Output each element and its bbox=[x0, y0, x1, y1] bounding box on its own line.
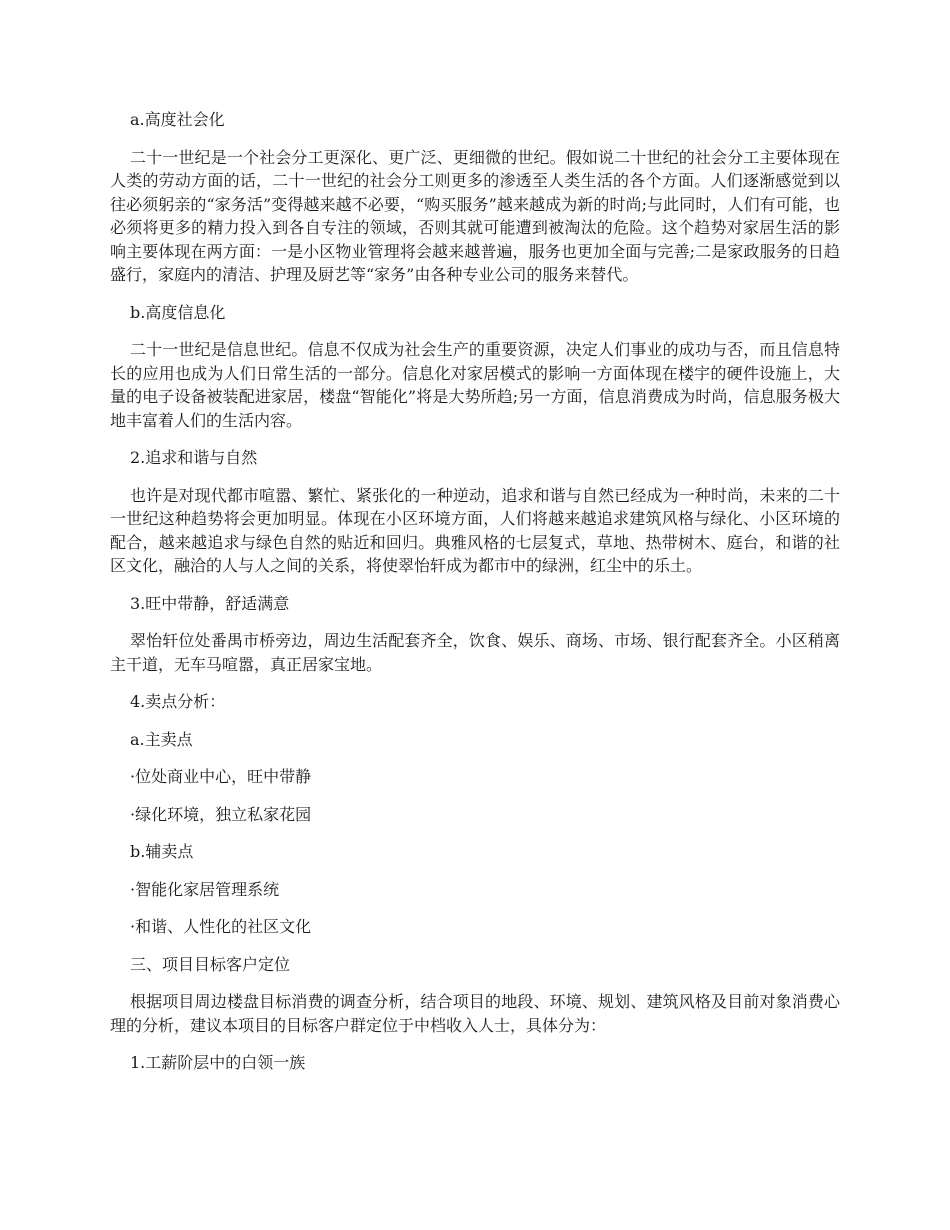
paragraph-informatization: 二十一世纪是信息世纪。信息不仅成为社会生产的重要资源，决定人们事业的成功与否，而且信息特长的应用也成为人们日常生活的一部分。信息化对家居模式的影响一方面体现在楼宇的硬件设施上，大量的电子设备被装配进家居，楼盘“智能化”将是大势所趋;另一方面，信息消费成为时尚，信息服务极大地丰富着人们的生活内容。 bbox=[110, 340, 840, 430]
section-heading-quiet-comfort: 3.旺中带静，舒适满意 bbox=[130, 593, 290, 613]
subheading-main-selling-points: a.主卖点 bbox=[130, 729, 193, 749]
list-item-main-point-2: ·绿化环境，独立私家花园 bbox=[130, 804, 312, 824]
section-heading-high-informatization: b.高度信息化 bbox=[130, 302, 226, 322]
list-item-secondary-point-1: ·智能化家居管理系统 bbox=[130, 879, 280, 899]
paragraph-quiet-comfort: 翠怡轩位处番禺市桥旁边，周边生活配套齐全，饮食、娱乐、商场、市场、银行配套齐全。小区稍离主干道，无车马喧嚣，真正居家宝地。 bbox=[110, 631, 840, 674]
section-heading-selling-points: 4.卖点分析： bbox=[130, 692, 226, 711]
section-heading-harmony-nature: 2.追求和谐与自然 bbox=[130, 448, 258, 467]
section-heading-target-customers: 三、项目目标客户定位 bbox=[130, 954, 291, 974]
subheading-secondary-selling-points: b.辅卖点 bbox=[130, 842, 194, 861]
paragraph-target-customers: 根据项目周边楼盘目标消费的调查分析，结合项目的地段、环境、规划、建筑风格及目前对象消费心理的分析，建议本项目的目标客户群定位于中档收入人士，具体分为： bbox=[110, 992, 840, 1035]
subheading-white-collar: 1.工薪阶层中的白领一族 bbox=[130, 1053, 306, 1072]
paragraph-harmony-nature: 也许是对现代都市喧嚣、繁忙、紧张化的一种逆动，追求和谐与自然已经成为一种时尚，未来的二十一世纪这种趋势将会更加明显。体现在小区环境方面，人们将越来越追求建筑风格与绿化、小区环境的配合，越来越追求与绿色自然的贴近和回归。典雅风格的七层复式，草地、热带树木、庭台，和谐的社区文化，融洽的人与人之间的关系，将使翠怡轩成为都市中的绿洲，红尘中的乐土。 bbox=[110, 485, 840, 575]
section-heading-high-socialization: a.高度社会化 bbox=[130, 110, 225, 129]
list-item-main-point-1: ·位处商业中心，旺中带静 bbox=[130, 767, 312, 786]
paragraph-socialization: 二十一世纪是一个社会分工更深化、更广泛、更细微的世纪。假如说二十世纪的社会分工主要体现在人类的劳动方面的话，二十一世纪的社会分工则更多的渗透至人类生活的各个方面。人们逐渐感觉到以往必须躬亲的“家务活”变得越来越不必要，“购买服务”越来越成为新的时尚;与此同时，人们有可能，也必须将更多的精力投入到各自专注的领域，否则其就可能遭到被淘汰的危险。这个趋势对家居生活的影响主要体现在两方面：一是小区物业管理将会越来越普遍，服务也更加全面与完善;二是家政服务的日趋盛行，家庭内的清洁、护理及厨艺等“家务”由各种专业公司的服务来替代。 bbox=[110, 147, 840, 284]
list-item-secondary-point-2: ·和谐、人性化的社区文化 bbox=[130, 917, 312, 936]
document-body bbox=[110, 108, 840, 1089]
